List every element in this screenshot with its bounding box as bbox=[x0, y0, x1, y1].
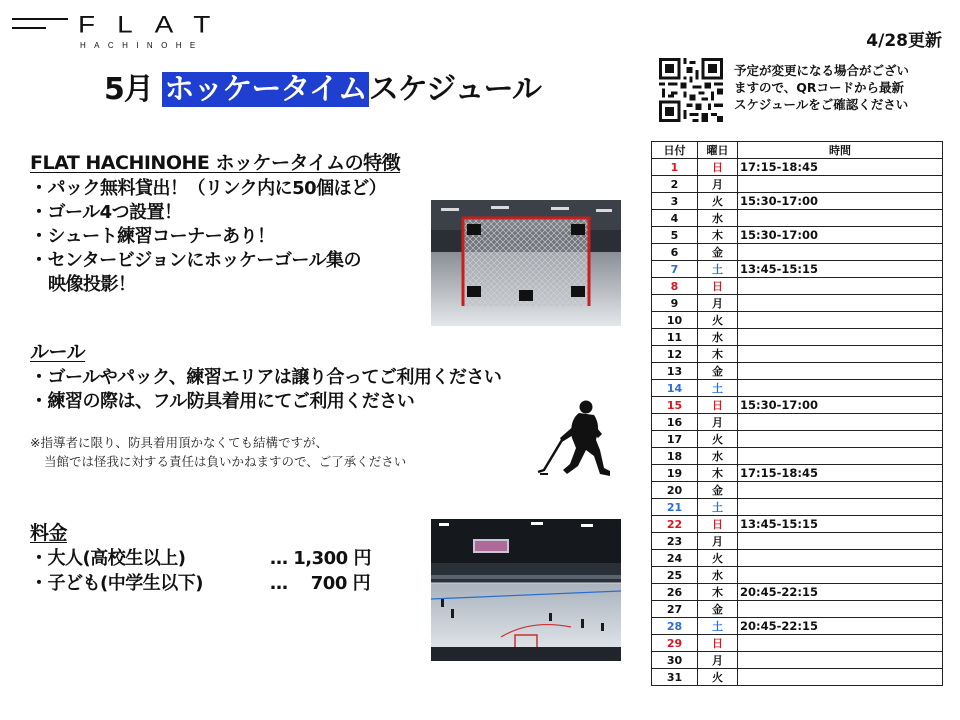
schedule-cell-time bbox=[738, 635, 943, 652]
fee-row bbox=[30, 547, 371, 572]
qr-note-line: 予定が変更になる場合がござい bbox=[734, 63, 910, 78]
schedule-cell-date: 10 bbox=[652, 312, 698, 329]
schedule-cell-date: 6 bbox=[652, 244, 698, 261]
schedule-header-row bbox=[652, 142, 943, 159]
hockey-player-silhouette-icon bbox=[536, 398, 634, 482]
schedule-cell-time bbox=[738, 567, 943, 584]
qr-note bbox=[734, 62, 909, 113]
schedule-row bbox=[652, 669, 943, 686]
schedule-cell-date: 14 bbox=[652, 380, 698, 397]
schedule-cell-weekday: 月 bbox=[698, 652, 738, 669]
schedule-row bbox=[652, 533, 943, 550]
fee-label: ・大人(高校生以上) bbox=[30, 548, 186, 569]
features-heading: FLAT HACHINOHE ホッケータイムの特徴 bbox=[30, 152, 401, 174]
schedule-row bbox=[652, 261, 943, 278]
schedule-cell-time bbox=[738, 176, 943, 193]
schedule-cell-time bbox=[738, 380, 943, 397]
title-prefix: 5月 bbox=[104, 72, 163, 107]
schedule-cell-date: 8 bbox=[652, 278, 698, 295]
title-highlight: ホッケータイム bbox=[164, 72, 367, 107]
schedule-row bbox=[652, 652, 943, 669]
schedule-cell-date: 26 bbox=[652, 584, 698, 601]
schedule-row bbox=[652, 465, 943, 482]
schedule-cell-date: 23 bbox=[652, 533, 698, 550]
schedule-cell-weekday: 火 bbox=[698, 431, 738, 448]
schedule-table bbox=[651, 141, 943, 686]
schedule-cell-weekday: 水 bbox=[698, 567, 738, 584]
schedule-row bbox=[652, 295, 943, 312]
fee-row bbox=[30, 572, 371, 597]
schedule-cell-time: 17:15-18:45 bbox=[738, 159, 943, 176]
feature-item: ・シュート練習コーナーあり！ bbox=[30, 226, 275, 247]
schedule-cell-date: 29 bbox=[652, 635, 698, 652]
schedule-cell-weekday: 日 bbox=[698, 159, 738, 176]
schedule-cell-time bbox=[738, 533, 943, 550]
schedule-row bbox=[652, 380, 943, 397]
schedule-cell-date: 22 bbox=[652, 516, 698, 533]
schedule-cell-weekday: 金 bbox=[698, 244, 738, 261]
schedule-row bbox=[652, 499, 943, 516]
header-weekday: 曜日 bbox=[698, 142, 738, 159]
feature-item: ・センタービジョンにホッケーゴール集の bbox=[30, 250, 362, 271]
schedule-row bbox=[652, 635, 943, 652]
schedule-cell-date: 3 bbox=[652, 193, 698, 210]
schedule-cell-date: 30 bbox=[652, 652, 698, 669]
schedule-cell-weekday: 火 bbox=[698, 193, 738, 210]
feature-item: ・ゴール4つ設置！ bbox=[30, 202, 182, 223]
schedule-row bbox=[652, 363, 943, 380]
schedule-cell-time: 15:30-17:00 bbox=[738, 397, 943, 414]
schedule-cell-weekday: 金 bbox=[698, 363, 738, 380]
schedule-row bbox=[652, 193, 943, 210]
features-section bbox=[30, 148, 400, 297]
schedule-row bbox=[652, 482, 943, 499]
schedule-cell-time: 15:30-17:00 bbox=[738, 193, 943, 210]
schedule-cell-date: 31 bbox=[652, 669, 698, 686]
schedule-cell-weekday: 土 bbox=[698, 618, 738, 635]
schedule-cell-time bbox=[738, 278, 943, 295]
schedule-cell-weekday: 土 bbox=[698, 499, 738, 516]
schedule-cell-date: 16 bbox=[652, 414, 698, 431]
schedule-cell-date: 12 bbox=[652, 346, 698, 363]
schedule-cell-time bbox=[738, 329, 943, 346]
schedule-cell-date: 28 bbox=[652, 618, 698, 635]
schedule-row bbox=[652, 176, 943, 193]
schedule-cell-date: 2 bbox=[652, 176, 698, 193]
rule-item: ・練習の際は、フル防具着用にてご利用ください bbox=[30, 391, 415, 412]
qr-note-line: ますので、QRコードから最新 bbox=[734, 80, 905, 95]
schedule-row bbox=[652, 278, 943, 295]
schedule-cell-date: 27 bbox=[652, 601, 698, 618]
schedule-cell-time bbox=[738, 601, 943, 618]
schedule-cell-time bbox=[738, 346, 943, 363]
fees-heading: 料金 bbox=[30, 522, 68, 544]
schedule-cell-weekday: 水 bbox=[698, 448, 738, 465]
schedule-cell-time bbox=[738, 448, 943, 465]
feature-item-continuation: 映像投影！ bbox=[48, 274, 136, 295]
schedule-row bbox=[652, 244, 943, 261]
schedule-row bbox=[652, 448, 943, 465]
schedule-row bbox=[652, 227, 943, 244]
schedule-row bbox=[652, 550, 943, 567]
schedule-cell-date: 5 bbox=[652, 227, 698, 244]
schedule-cell-time bbox=[738, 414, 943, 431]
schedule-cell-time bbox=[738, 363, 943, 380]
qr-note-line: スケジュールをご確認ください bbox=[734, 97, 909, 112]
schedule-cell-time bbox=[738, 244, 943, 261]
schedule-row bbox=[652, 567, 943, 584]
schedule-cell-time: 20:45-22:15 bbox=[738, 584, 943, 601]
schedule-row bbox=[652, 346, 943, 363]
schedule-cell-time: 15:30-17:00 bbox=[738, 227, 943, 244]
schedule-cell-weekday: 木 bbox=[698, 465, 738, 482]
logo-word: FLAT bbox=[78, 11, 233, 38]
rules-section bbox=[30, 337, 501, 414]
schedule-cell-time bbox=[738, 482, 943, 499]
notes-section bbox=[30, 433, 406, 471]
schedule-row bbox=[652, 312, 943, 329]
schedule-cell-time: 17:15-18:45 bbox=[738, 465, 943, 482]
schedule-cell-date: 15 bbox=[652, 397, 698, 414]
schedule-row bbox=[652, 431, 943, 448]
schedule-row bbox=[652, 584, 943, 601]
fee-value: … 700 円 bbox=[270, 573, 371, 594]
schedule-cell-weekday: 日 bbox=[698, 278, 738, 295]
ice-rink-photo bbox=[431, 519, 621, 661]
schedule-cell-time: 13:45-15:15 bbox=[738, 516, 943, 533]
schedule-cell-date: 21 bbox=[652, 499, 698, 516]
schedule-cell-weekday: 月 bbox=[698, 176, 738, 193]
schedule-cell-date: 4 bbox=[652, 210, 698, 227]
page-title bbox=[104, 64, 541, 108]
note-line: ※指導者に限り、防具着用頂かなくても結構ですが、 bbox=[30, 435, 328, 450]
feature-item: ・パック無料貸出！（リンク内に50個ほど） bbox=[30, 178, 387, 199]
hockey-goal-photo bbox=[431, 200, 621, 326]
schedule-cell-weekday: 木 bbox=[698, 227, 738, 244]
schedule-row bbox=[652, 329, 943, 346]
schedule-cell-date: 20 bbox=[652, 482, 698, 499]
schedule-row bbox=[652, 210, 943, 227]
schedule-cell-weekday: 土 bbox=[698, 261, 738, 278]
schedule-cell-weekday: 木 bbox=[698, 584, 738, 601]
schedule-cell-time bbox=[738, 295, 943, 312]
header-date: 日付 bbox=[652, 142, 698, 159]
fee-label: ・子ども(中学生以下) bbox=[30, 573, 203, 594]
schedule-cell-time: 20:45-22:15 bbox=[738, 618, 943, 635]
schedule-cell-time bbox=[738, 652, 943, 669]
schedule-cell-date: 17 bbox=[652, 431, 698, 448]
schedule-cell-date: 25 bbox=[652, 567, 698, 584]
schedule-cell-date: 7 bbox=[652, 261, 698, 278]
schedule-cell-time bbox=[738, 210, 943, 227]
fees-section bbox=[30, 518, 371, 597]
schedule-cell-date: 9 bbox=[652, 295, 698, 312]
schedule-cell-date: 19 bbox=[652, 465, 698, 482]
schedule-cell-weekday: 月 bbox=[698, 533, 738, 550]
schedule-cell-weekday: 火 bbox=[698, 669, 738, 686]
schedule-cell-time bbox=[738, 312, 943, 329]
schedule-row bbox=[652, 516, 943, 533]
schedule-cell-weekday: 土 bbox=[698, 380, 738, 397]
schedule-cell-date: 11 bbox=[652, 329, 698, 346]
schedule-row bbox=[652, 159, 943, 176]
fee-value: … 1,300 円 bbox=[270, 548, 371, 569]
schedule-cell-date: 24 bbox=[652, 550, 698, 567]
schedule-cell-weekday: 水 bbox=[698, 210, 738, 227]
schedule-cell-time bbox=[738, 550, 943, 567]
header-time: 時間 bbox=[738, 142, 943, 159]
schedule-cell-time: 13:45-15:15 bbox=[738, 261, 943, 278]
rules-heading: ルール bbox=[30, 341, 86, 363]
schedule-cell-weekday: 火 bbox=[698, 550, 738, 567]
logo-bars-icon bbox=[12, 18, 68, 38]
schedule-row bbox=[652, 618, 943, 635]
schedule-cell-weekday: 月 bbox=[698, 295, 738, 312]
schedule-cell-weekday: 金 bbox=[698, 482, 738, 499]
schedule-cell-date: 13 bbox=[652, 363, 698, 380]
schedule-cell-weekday: 水 bbox=[698, 329, 738, 346]
note-line: 当館では怪我に対する責任は負いかねますので、ご了承ください bbox=[44, 454, 407, 469]
schedule-row bbox=[652, 414, 943, 431]
schedule-cell-weekday: 木 bbox=[698, 346, 738, 363]
schedule-body bbox=[652, 159, 943, 686]
schedule-cell-weekday: 日 bbox=[698, 397, 738, 414]
schedule-cell-weekday: 日 bbox=[698, 516, 738, 533]
rule-item: ・ゴールやパック、練習エリアは譲り合ってご利用ください bbox=[30, 367, 502, 388]
schedule-cell-weekday: 日 bbox=[698, 635, 738, 652]
schedule-cell-time bbox=[738, 669, 943, 686]
schedule-cell-date: 1 bbox=[652, 159, 698, 176]
flat-hachinohe-logo bbox=[12, 11, 233, 50]
title-suffix: スケジュール bbox=[368, 72, 541, 107]
schedule-cell-time bbox=[738, 499, 943, 516]
logo-sub: HACHINOHE bbox=[80, 41, 204, 50]
schedule-cell-weekday: 金 bbox=[698, 601, 738, 618]
schedule-cell-weekday: 月 bbox=[698, 414, 738, 431]
schedule-row bbox=[652, 601, 943, 618]
schedule-cell-time bbox=[738, 431, 943, 448]
schedule-cell-date: 18 bbox=[652, 448, 698, 465]
qr-code-icon[interactable] bbox=[659, 58, 723, 122]
schedule-cell-weekday: 火 bbox=[698, 312, 738, 329]
updated-date: 4/28更新 bbox=[866, 31, 942, 51]
schedule-row bbox=[652, 397, 943, 414]
